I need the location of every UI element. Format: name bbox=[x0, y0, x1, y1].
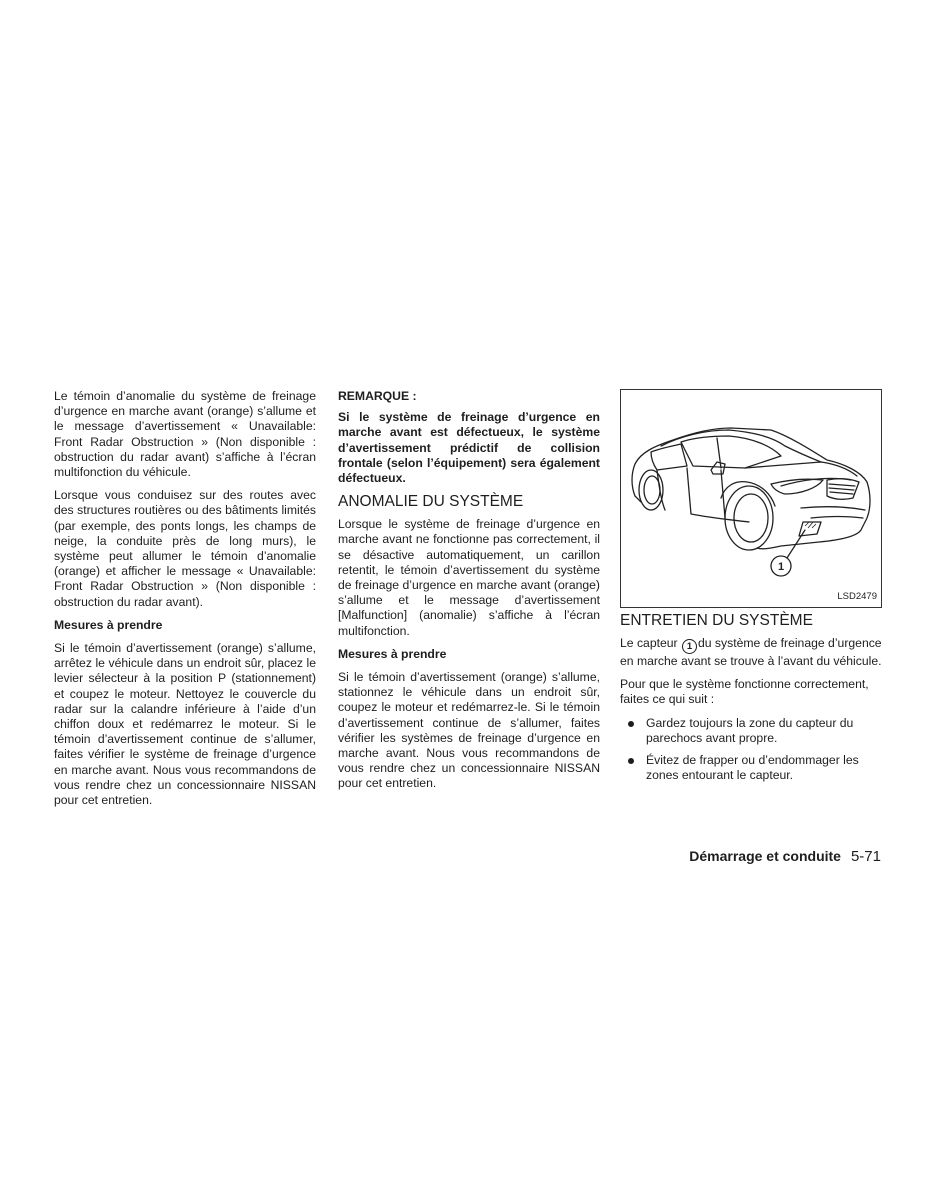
paragraph: Le témoin d’anomalie du système de freinage d’urgence en marche avant (orange) s’allume et le message d’avertissement « Unavailable: Front Radar Obstruction » (Non disponible : obstruction du radar avant) s’affiche à l’écran multifonction du véhicule. bbox=[54, 389, 316, 480]
callout-number: 1 bbox=[777, 561, 785, 573]
subheading: Mesures à prendre bbox=[54, 617, 163, 632]
note-label: REMARQUE : bbox=[338, 389, 417, 403]
paragraph: Si le témoin d’avertissement (orange) s’allume, stationnez le véhicule dans un endroit sûr, coupez le moteur et redémarrez-le. Si le témoin d’avertissement continue de s’allumer, faites vérifier les systèmes de freinage d’urgence en marche avant. Nous vous recommandons de vous rendre chez un concessionnaire NISSAN pour cet entretien. bbox=[338, 670, 600, 791]
right-column bbox=[620, 389, 882, 790]
chapter-title: Démarrage et conduite bbox=[689, 848, 841, 864]
bullet-icon bbox=[628, 721, 634, 727]
paragraph: Lorsque le système de freinage d’urgence en marche avant ne fonctionne pas correctement, il se désactive automatiquement, un carillon retentit, le témoin d’avertissement du système de freinage d’urgence en marche avant (orange) s’allume et le message d’avertissement [Malfunction] (anomalie) s’affiche à l’écran multifonction. bbox=[338, 517, 600, 638]
note-text: Si le système de freinage d’urgence en marche avant est défectueux, le système d’avertissement prédictif de collision frontale (selon l’équipement) sera également défectueux. bbox=[338, 410, 600, 486]
bullet-icon bbox=[628, 758, 634, 764]
callout-badge: 1 bbox=[682, 639, 697, 654]
bullet-list bbox=[620, 716, 882, 784]
section-title: ENTRETIEN DU SYSTÈME bbox=[620, 612, 813, 629]
page-number: 5-71 bbox=[850, 848, 881, 865]
middle-column bbox=[338, 389, 600, 800]
paragraph: Lorsque vous conduisez sur des routes avec des structures routières ou des bâtiments limités (par exemple, des ponts longs, les champs de neige, la conduite près de long murs), le système peut allumer le témoin d’anomalie (orange) et afficher le message « Unavailable: Front Radar Obstruction » (Non disponible : obstruction du radar avant). bbox=[54, 488, 316, 609]
figure-code: LSD2479 bbox=[837, 590, 877, 602]
paragraph: Le capteur 1 du système de freinage d’urgence en marche avant se trouve à l’avant du véhicule. bbox=[620, 636, 882, 668]
car-front-sensor-drawing bbox=[621, 390, 881, 607]
section-title: ANOMALIE DU SYSTÈME bbox=[338, 493, 524, 511]
page-footer bbox=[689, 848, 881, 865]
paragraph: Si le témoin d’avertissement (orange) s’allume, arrêtez le véhicule dans un endroit sûr, placez le levier sélecteur à la position P (stationnement) et coupez le moteur. Nettoyez le couvercle du radar sur la calandre inférieure à l’aide d’un chiffon doux et redémarrez le moteur. Si le témoin d’avertissement continue de s’allumer, faites vérifier le système de freinage d’urgence en marche avant. Nous vous recommandons de vous rendre chez un concessionnaire NISSAN pour cet entretien. bbox=[54, 641, 316, 808]
paragraph: Pour que le système fonctionne correctement, faites ce qui suit : bbox=[620, 677, 869, 707]
list-item: Gardez toujours la zone du capteur du parechocs avant propre. bbox=[620, 716, 882, 746]
subheading: Mesures à prendre bbox=[338, 646, 447, 661]
car-illustration bbox=[620, 389, 882, 608]
left-column bbox=[54, 389, 316, 816]
list-item: Évitez de frapper ou d’endommager les zones entourant le capteur. bbox=[620, 753, 882, 783]
